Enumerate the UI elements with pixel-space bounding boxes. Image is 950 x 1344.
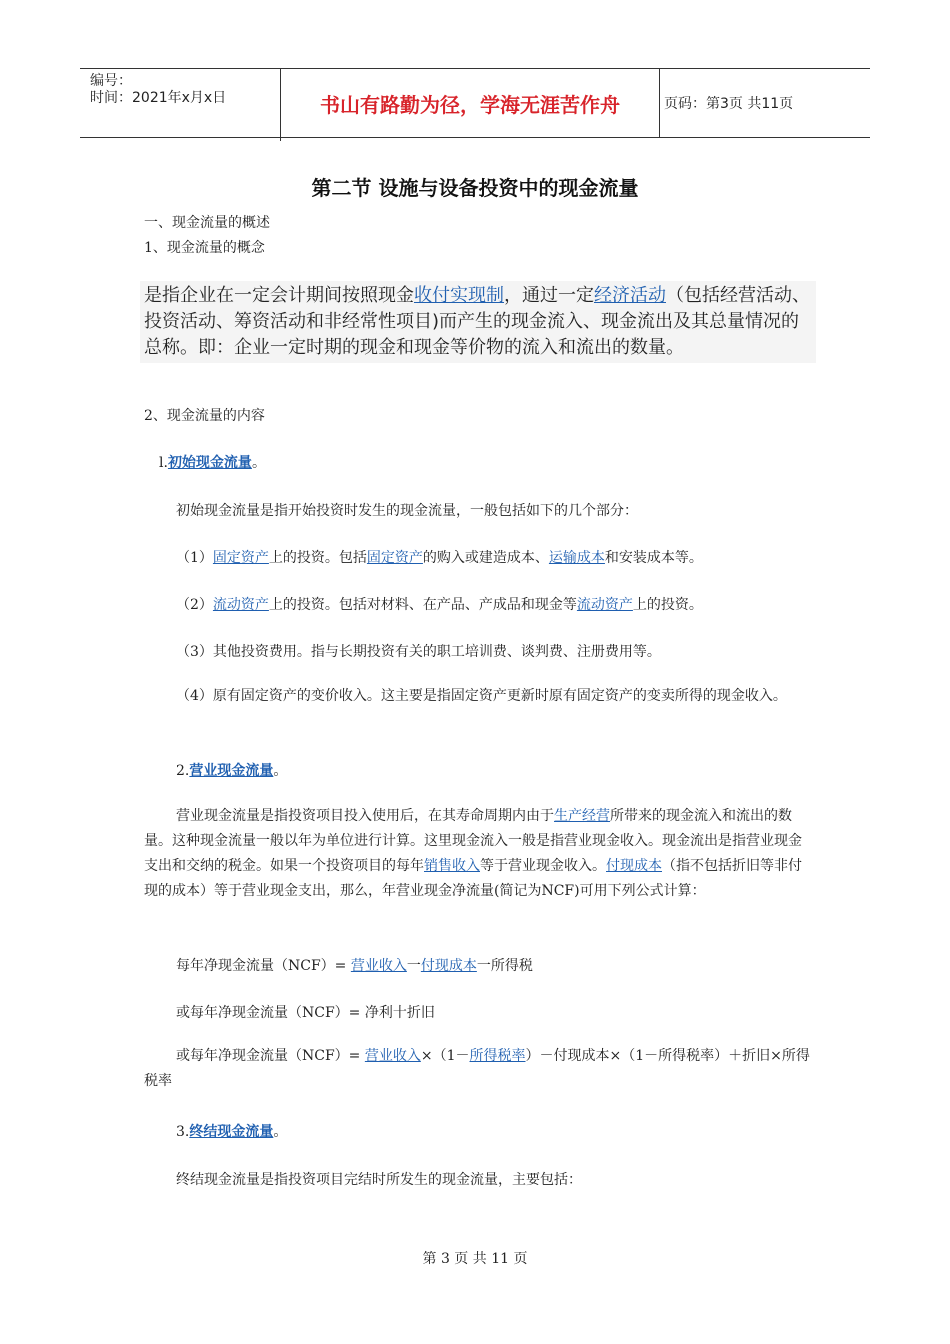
section-title: 第二节 设施与设备投资中的现金流量 <box>311 176 639 200</box>
subheading-suffix: 。 <box>273 763 288 779</box>
link-operating-revenue[interactable]: 营业收入 <box>350 958 407 974</box>
op-text-a: 营业现金流量是指投资项目投入使用后，在其寿命周期内由于 <box>176 808 554 824</box>
formula-3-a: 或每年净现金流量（NCF）= <box>176 1048 365 1064</box>
op-text-b: 所带来的现金流入和流出的数量。这种现金流量一般以年为单位进行计算。这里现金流入一般是指营业现金收入。现金流出是指营业现金支出和交纳的税金。如果一个投资项目的每年 <box>144 808 802 874</box>
item-1-num: （1） <box>176 550 213 566</box>
link-transport-cost[interactable]: 运输成本 <box>548 550 605 566</box>
link-sales-revenue[interactable]: 销售收入 <box>424 858 480 874</box>
link-operating-revenue-2[interactable]: 营业收入 <box>364 1048 421 1064</box>
item-2-text-c: 上的投资。 <box>632 597 703 613</box>
header-meta <box>80 69 281 141</box>
def-text-2: ，通过一定 <box>504 285 594 306</box>
op-text-c: 等于营业现金收入。 <box>480 858 606 874</box>
page-footer: 第 3 页 共 11 页 <box>422 1251 528 1267</box>
subheading-prefix: 3. <box>176 1124 190 1140</box>
subheading-prefix: l. <box>159 455 168 471</box>
link-initial-cash-flow[interactable]: 初始现金流量 <box>167 455 252 471</box>
operating-paragraph <box>144 804 810 904</box>
link-production[interactable]: 生产经营 <box>554 808 610 824</box>
subheading-terminal <box>176 1121 287 1141</box>
item-3: （3）其他投资费用。指与长期投资有关的职工培训费、谈判费、注册费用等。 <box>176 644 661 660</box>
page-header <box>80 68 870 138</box>
number-label: 编号： <box>90 73 132 89</box>
subheading-operating <box>176 760 287 780</box>
op-text-d: （指不包括折旧等非付现的成本）等于营业现金支出，那么，年营业现金净流量(简记为NCF)可用下列公式计算： <box>144 858 802 899</box>
link-cash-cost[interactable]: 付现成本 <box>606 858 662 874</box>
link-fixed-assets-2[interactable]: 固定资产 <box>366 550 423 566</box>
item-1-text-b: 上的投资。包括 <box>268 550 367 566</box>
item-1-text-d: 和安装成本等。 <box>604 550 703 566</box>
formula-1-c: 一所得税 <box>476 958 533 974</box>
item-2 <box>176 594 703 614</box>
formula-1-b: 一 <box>406 958 421 974</box>
heading-content: 2、现金流量的内容 <box>144 408 265 424</box>
item-2-text-b: 上的投资。包括对材料、在产品、产成品和现金等 <box>268 597 577 613</box>
def-text-1: 是指企业在一定会计期间按照现金 <box>144 285 414 306</box>
link-cash-cost-2[interactable]: 付现成本 <box>420 958 477 974</box>
subheading-suffix: 。 <box>251 455 266 471</box>
item-4: （4）原有固定资产的变价收入。这主要是指固定资产更新时原有固定资产的变卖所得的现金收入。 <box>176 688 787 704</box>
formula-1-a: 每年净现金流量（NCF）= <box>176 958 351 974</box>
item-1 <box>176 547 703 567</box>
header-motto: 书山有路勤为径，学海无涯苦作舟 <box>281 69 660 137</box>
link-fixed-assets[interactable]: 固定资产 <box>212 550 269 566</box>
link-tax-rate[interactable]: 所得税率 <box>469 1048 526 1064</box>
formula-3 <box>144 1044 810 1094</box>
link-current-assets[interactable]: 流动资产 <box>212 597 269 613</box>
def-text-3: （包括经营活动、投资活动、筹资活动和非经常性项目)而产生的现金流入、现金流出及其总量情况的总称。即：企业一定时期的现金和现金等价物的流入和流出的数量。 <box>144 285 810 358</box>
terminal-intro: 终结现金流量是指投资项目完结时所发生的现金流量，主要包括： <box>176 1172 582 1188</box>
link-terminal-cash-flow[interactable]: 终结现金流量 <box>189 1124 274 1140</box>
heading-overview: 一、现金流量的概述 <box>144 215 270 231</box>
formula-1 <box>176 955 533 975</box>
item-2-num: （2） <box>176 597 213 613</box>
header-page-label: 页码：第3页 共11页 <box>664 96 794 112</box>
link-economic-activity[interactable]: 经济活动 <box>594 285 666 306</box>
link-operating-cash-flow[interactable]: 营业现金流量 <box>189 763 274 779</box>
formula-3-b: ×（1－ <box>420 1048 470 1064</box>
formula-3-c: ）－付现成本×（1－所得税率）＋折旧×所得税率 <box>144 1048 810 1089</box>
formula-2: 或每年净现金流量（NCF）= 净利十折旧 <box>176 1005 435 1021</box>
subheading-prefix: 2. <box>176 763 190 779</box>
date-label: 时间：2021年x月x日 <box>90 90 227 106</box>
subheading-initial <box>159 452 266 472</box>
initial-intro: 初始现金流量是指开始投资时发生的现金流量，一般包括如下的几个部分： <box>176 503 638 519</box>
subheading-suffix: 。 <box>273 1124 288 1140</box>
heading-concept: 1、现金流量的概念 <box>144 240 265 256</box>
definition-paragraph <box>140 281 816 363</box>
item-1-text-c: 的购入或建造成本、 <box>422 550 549 566</box>
link-cash-basis[interactable]: 收付实现制 <box>414 285 504 306</box>
link-current-assets-2[interactable]: 流动资产 <box>576 597 633 613</box>
